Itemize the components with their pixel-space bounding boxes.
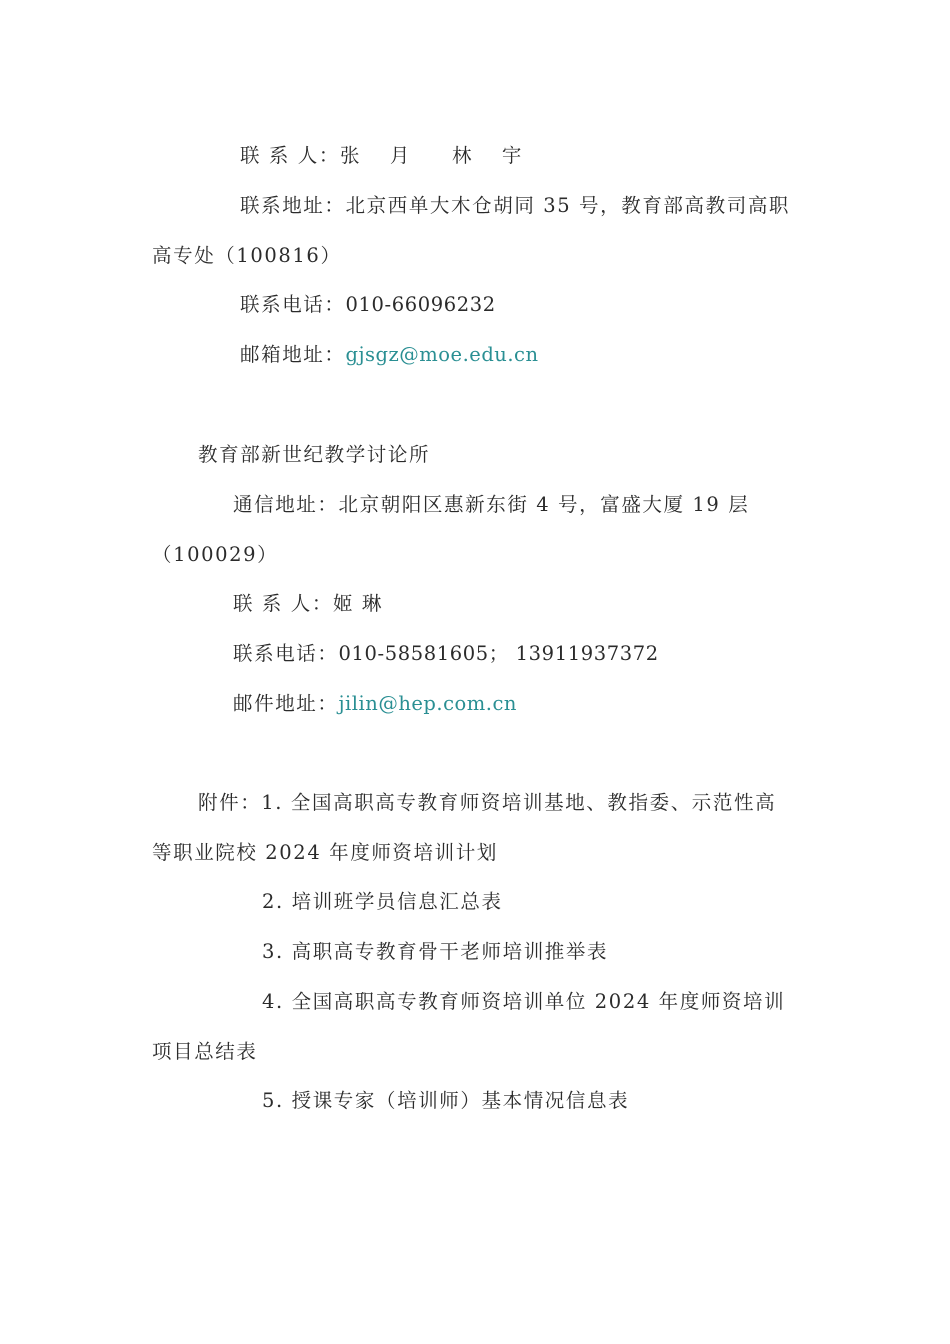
contact1-phone-line	[240, 291, 496, 319]
contact2-address-value: 北京朝阳区惠新东街 4 号，富盛大厦 19 层	[338, 493, 750, 516]
contact2-phone-label: 联系电话：	[233, 642, 339, 665]
contact2-person-label: 联 系 人：	[233, 592, 333, 615]
contact1-email-link[interactable]: gjsgz@moe.edu.cn	[345, 343, 539, 366]
attachment-item-4-line-1: 4. 全国高职高专教育师资培训单位 2024 年度师资培训	[262, 990, 786, 1013]
contact1-address-line	[240, 192, 790, 220]
contact2-email-label: 邮件地址：	[233, 692, 339, 715]
contact2-person-value: 姬 琳	[333, 592, 383, 615]
contact1-phone-label: 联系电话：	[240, 293, 346, 316]
contact1-address-label: 联系地址：	[240, 194, 346, 217]
attachment-item-1-line-1: 附件：1. 全国高职高专教育师资培训基地、教指委、示范性高	[198, 791, 777, 814]
attachment-item-5: 5. 授课专家（培训师）基本情况信息表	[262, 1089, 630, 1112]
contact1-address-continuation: 高专处（100816）	[152, 244, 342, 267]
contact2-address-line	[233, 491, 749, 519]
contact1-address-value: 北京西单大木仓胡同 35 号，教育部高教司高职	[345, 194, 791, 217]
contact2-org-name: 教育部新世纪教学讨论所	[198, 443, 431, 466]
contact2-address-label: 通信地址：	[233, 493, 339, 516]
contact1-person-label: 联 系 人：	[240, 144, 340, 167]
contact1-person-line	[240, 142, 527, 170]
attachment-item-1-line-2: 等职业院校 2024 年度师资培训计划	[152, 841, 498, 864]
contact2-phone-line	[233, 640, 659, 668]
attachment-item-2: 2. 培训班学员信息汇总表	[262, 890, 503, 913]
contact1-email-label: 邮箱地址：	[240, 343, 346, 366]
contact2-phone-value: 010-58581605； 13911937372	[338, 642, 659, 665]
attachment-item-3: 3. 高职高专教育骨干老师培训推举表	[262, 940, 609, 963]
contact2-person-line	[233, 590, 383, 618]
contact2-address-continuation: （100029）	[152, 543, 279, 566]
contact2-email-link[interactable]: jilin@hep.com.cn	[338, 692, 517, 715]
contact1-phone-value: 010-66096232	[345, 293, 496, 316]
contact1-person-value: 张 月 林 宇	[340, 144, 528, 167]
contact1-email-line	[240, 341, 539, 369]
contact2-email-line	[233, 690, 517, 718]
attachment-item-4-line-2: 项目总结表	[152, 1040, 258, 1063]
